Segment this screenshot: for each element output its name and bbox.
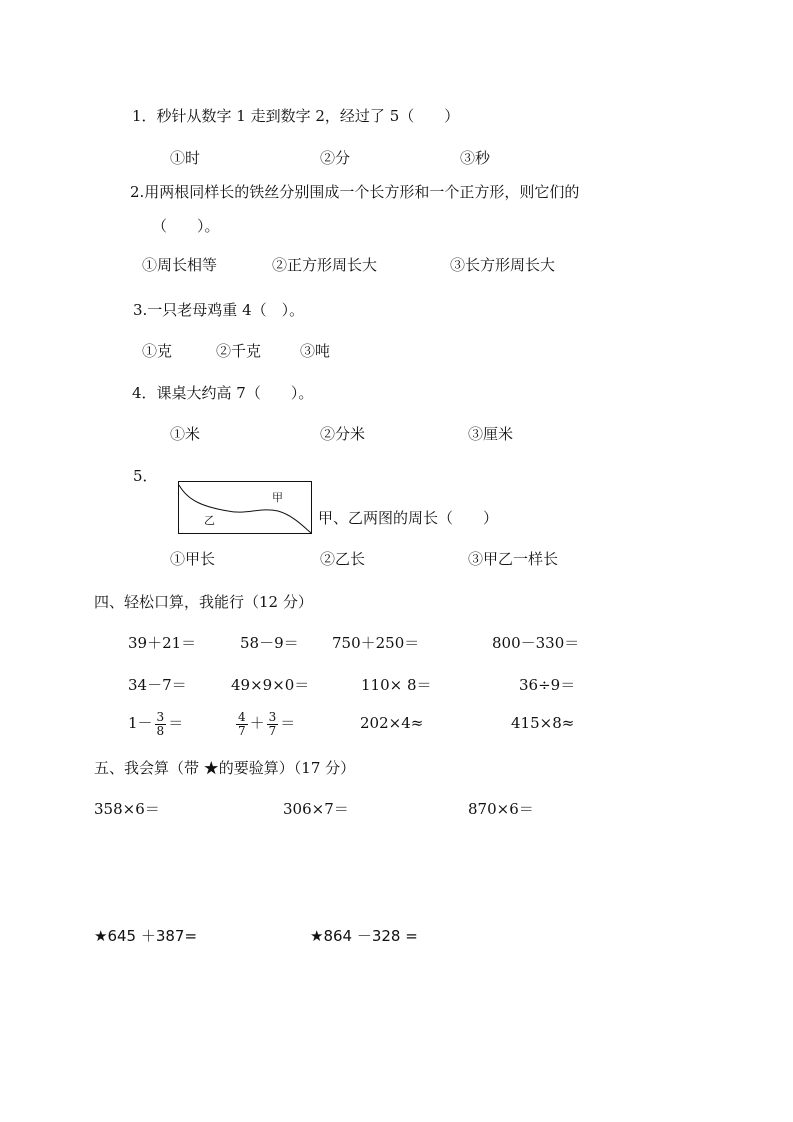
question-2-option-a: ①周长相等 bbox=[142, 256, 218, 274]
calc-34-minus-7: 34－7＝ bbox=[128, 676, 187, 694]
fraction-denominator: 8 bbox=[156, 723, 165, 738]
section-5-title: 五、我会算（带 ★的要验算）（17 分） bbox=[94, 759, 356, 777]
calc-49-times-9-times-0: 49×9×0＝ bbox=[231, 676, 310, 694]
fraction-3-8 bbox=[155, 711, 167, 738]
fraction-numerator: 3 bbox=[156, 709, 165, 724]
calc-fraction-sum bbox=[234, 707, 295, 739]
perimeter-figure-drawing bbox=[178, 481, 312, 535]
question-2-stem-line1: 2.用两根同样长的铁丝分别围成一个长方形和一个正方形，则它们的 bbox=[130, 183, 580, 201]
calc-870-times-6: 870×6＝ bbox=[468, 800, 534, 818]
fraction-3-7 bbox=[267, 711, 279, 738]
fraction-4-7 bbox=[236, 711, 248, 738]
calc-645-plus-387: ★645 ＋387= bbox=[94, 927, 198, 945]
question-1-option-a: ①时 bbox=[170, 149, 201, 167]
question-2-stem-line2: （ ）。 bbox=[152, 217, 220, 235]
calc-58-minus-9: 58－9＝ bbox=[240, 634, 299, 652]
question-3-option-a: ①克 bbox=[142, 342, 173, 360]
question-5-stem: 甲、乙两图的周长（ ） bbox=[318, 509, 499, 527]
question-1-option-c: ③秒 bbox=[460, 149, 491, 167]
question-4-option-a: ①米 bbox=[170, 425, 201, 443]
perimeter-figure bbox=[178, 481, 312, 539]
calc-800-minus-330: 800－330＝ bbox=[492, 634, 580, 652]
calc-358-times-6: 358×6＝ bbox=[94, 800, 160, 818]
calc-750-plus-250: 750＋250＝ bbox=[332, 634, 420, 652]
question-3-option-b: ②千克 bbox=[216, 342, 262, 360]
question-4-option-c: ③厘米 bbox=[468, 425, 514, 443]
question-5-number: 5． bbox=[133, 467, 158, 485]
fraction-numerator: 3 bbox=[268, 709, 277, 724]
question-5-option-a: ①甲长 bbox=[170, 550, 216, 568]
calc-202-times-4: 202×4≈ bbox=[360, 714, 424, 732]
figure-label-b: 乙 bbox=[204, 514, 215, 527]
calc-1-minus-lead: 1－ bbox=[128, 714, 153, 732]
calc-36-divide-9: 36÷9＝ bbox=[519, 676, 576, 694]
calc-110-times-8: 110× 8＝ bbox=[361, 676, 432, 694]
calc-1-minus-tail: ＝ bbox=[168, 714, 184, 732]
question-3-stem: 3.一只老母鸡重 4（ ）。 bbox=[133, 301, 305, 319]
question-3-option-c: ③吨 bbox=[300, 342, 331, 360]
question-4-option-b: ②分米 bbox=[320, 425, 366, 443]
calc-fraction-sum-tail: ＝ bbox=[280, 714, 296, 732]
question-2-option-b: ②正方形周长大 bbox=[272, 256, 378, 274]
question-1-stem: 1．秒针从数字 1 走到数字 2，经过了 5（ ） bbox=[132, 107, 460, 125]
figure-dividing-curve bbox=[179, 485, 311, 533]
calc-864-minus-328: ★864 －328 = bbox=[310, 927, 418, 945]
question-2-option-c: ③长方形周长大 bbox=[450, 256, 556, 274]
question-5-option-c: ③甲乙一样长 bbox=[468, 550, 559, 568]
calc-306-times-7: 306×7＝ bbox=[283, 800, 349, 818]
question-5-option-b: ②乙长 bbox=[320, 550, 366, 568]
figure-rectangle bbox=[179, 482, 312, 534]
calc-1-minus-fraction bbox=[128, 707, 183, 739]
fraction-numerator: 4 bbox=[238, 709, 246, 724]
section-4-title: 四、轻松口算，我能行（12 分） bbox=[94, 593, 313, 611]
calc-fraction-sum-op: ＋ bbox=[249, 714, 265, 732]
question-4-stem: 4．课桌大约高 7（ ）。 bbox=[132, 384, 314, 402]
fraction-denominator: 7 bbox=[238, 723, 246, 738]
calc-415-times-8: 415×8≈ bbox=[511, 714, 575, 732]
question-1-option-b: ②分 bbox=[320, 149, 351, 167]
calc-39-plus-21: 39＋21＝ bbox=[128, 634, 197, 652]
fraction-denominator: 7 bbox=[268, 723, 277, 738]
figure-label-a: 甲 bbox=[272, 491, 283, 504]
